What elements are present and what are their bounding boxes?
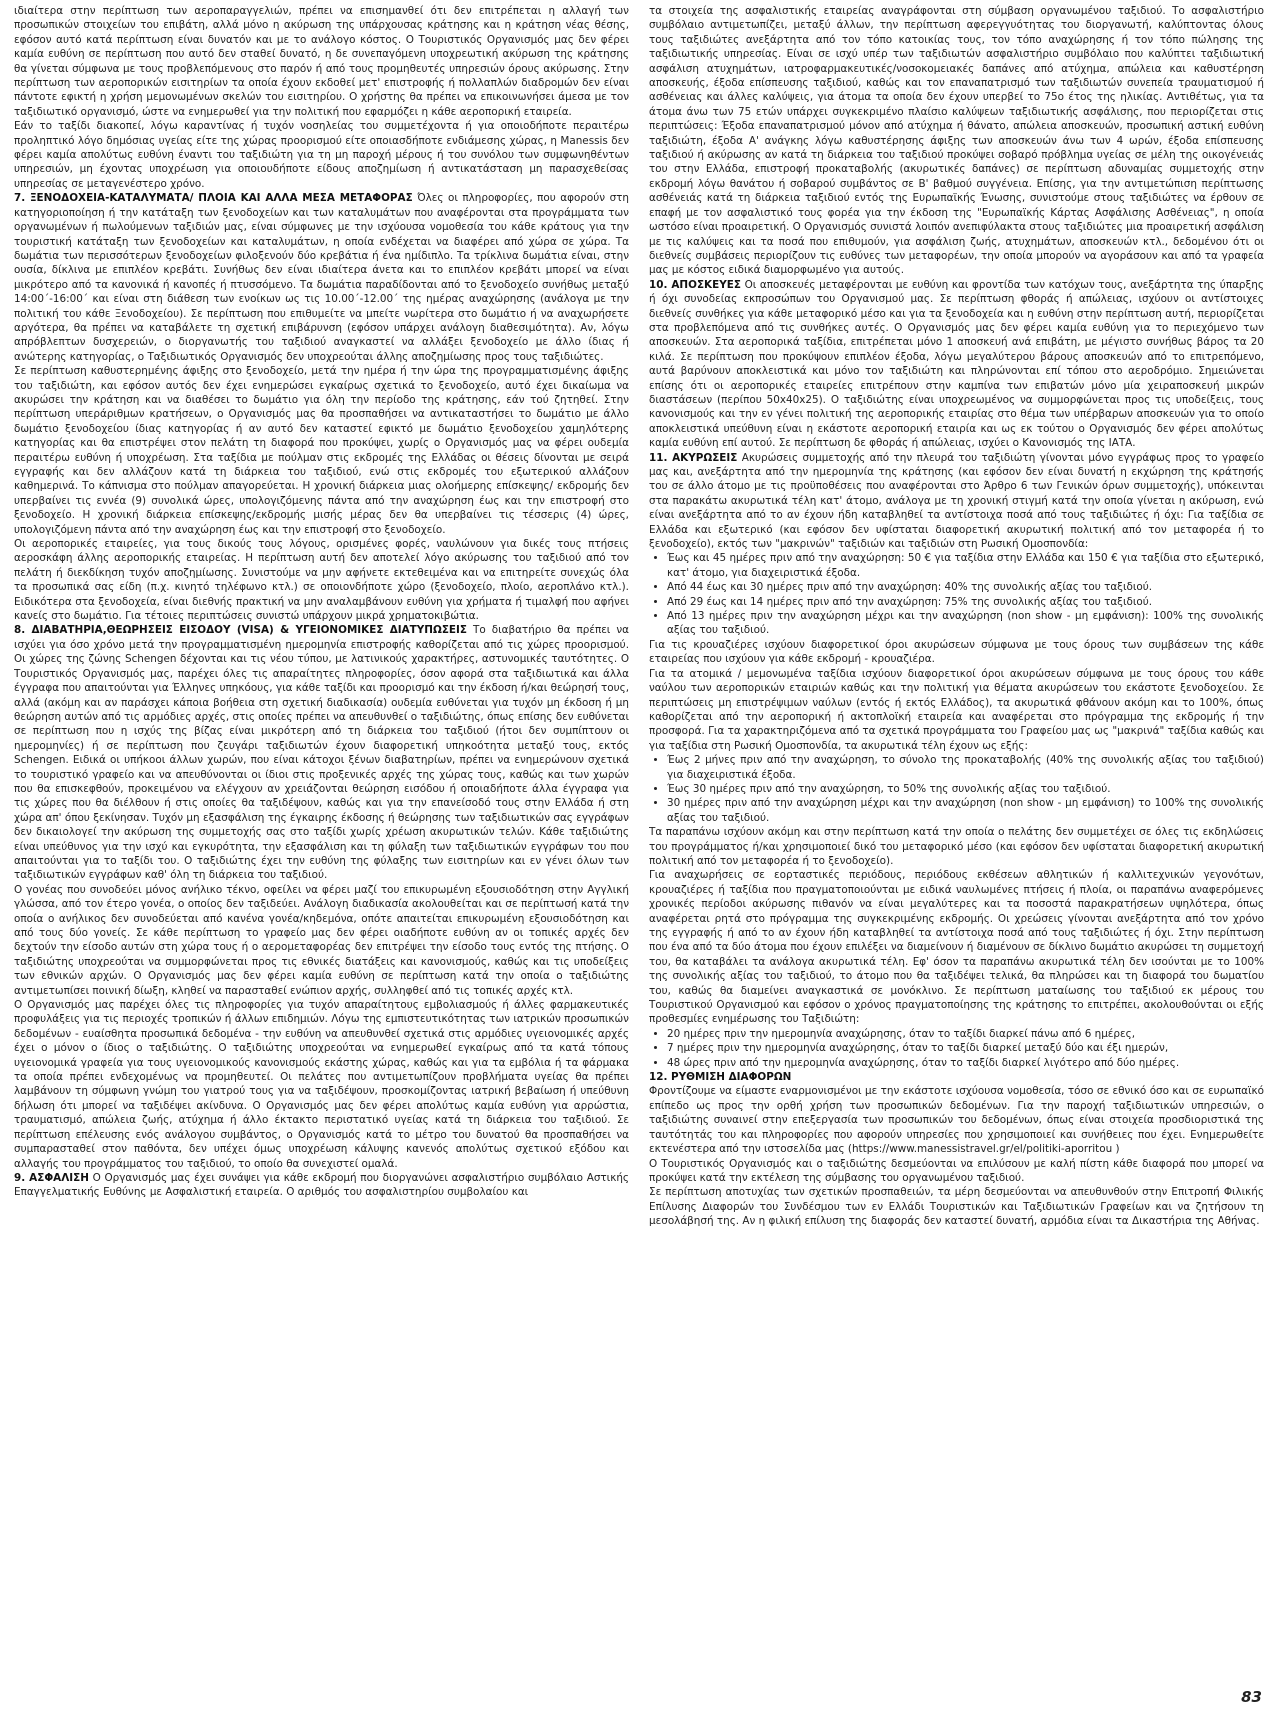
section-heading: 12. ΡΥΘΜΙΣΗ ΔΙΑΦΟΡΩΝ bbox=[649, 1071, 792, 1084]
paragraph-text: Για τις κρουαζιέρες ισχύουν διαφορετικοί όροι ακυρώσεων σύμφωνα με τους όρους των συμβάσεων της κάθε εταιρείας που ισχύουν για κάθε εκδρομή - κρουαζιέρα. bbox=[649, 638, 1264, 666]
section-paragraph bbox=[649, 1070, 1264, 1084]
list-item: • 7 ημέρες πριν την ημερομηνία αναχώρησης, όταν το ταξίδι διαρκεί μεταξύ δύο και έξι ημερών, bbox=[667, 1041, 1264, 1055]
paragraph bbox=[14, 364, 629, 537]
section-heading: 11. ΑΚΥΡΩΣΕΙΣ bbox=[649, 451, 738, 464]
paragraph-text: Σε περίπτωση καθυστερημένης άφιξης στο ξενοδοχείο, μετά την ημέρα ή την ώρα της προγραμματισμένης άφιξης του ταξιδιώτη, και εφόσον αυτός δεν έχει ενημερώσει εγκαίρως σχετικά το ξενοδοχείο, αυτό έχει δικαίωμα να ακυρώσει την κράτηση και να διαθέσει το δωμάτιο για όλη την περίοδο της κράτησης, εάν τού ζητηθεί. Στην περίπτωση υπεράριθμων κρατήσεων, ο Οργανισμός μας θα προσπαθήσει να αντικαταστήσει το δωμάτιο με άλλο δωμάτιο ξενοδοχείου ίδιας κατηγορίας ή αν αυτό δεν καταστεί εφικτό με δωμάτιο ξενοδοχείου χαμηλότερης κατηγορίας και θα επιστρέψει στον πελάτη τη διαφορά που προκύψει, χωρίς ο Οργανισμός μας να φέρει ουδεμία περαιτέρω ευθύνη ή υποχρέωση. Στα ταξίδια με πούλμαν στις εκδρομές της Ελλάδας οι θέσεις δίνονται με σειρά εγγραφής και δεν αλλάζουν κατά τη διάρκεια του ταξιδιού, ενώ στις εκδρομές του εξωτερικού αλλάζουν καθημερινά. Το κάπνισμα στο πούλμαν απαγορεύεται. Η χρονική διάρκεια μιας ολοήμερης επίσκεψης/ εκδρομής δεν υπερβαίνει τις εννέα (9) συνολικά ώρες, υπολογιζόμενης πάντα από την αναχώρηση έως και την επιστροφή στο ξενοδοχείο. Η χρονική διάρκεια επίσκεψης/εκδρομής μισής μέρας δεν θα υπερβαίνει τις τέσσερις (4) ώρες, υπολογιζόμενη πάντα από την αναχώρηση έως και την επιστροφή στο ξενοδοχείο. bbox=[14, 365, 629, 536]
paragraph-text: Για αναχωρήσεις σε εορταστικές περιόδους, περιόδους εκθέσεων αθλητικών ή καλλιτεχνικών γεγονότων, κρουαζιέρες ή ταξίδια που πραγματοποιούνται με ειδικά ναυλωμένες πτήσεις ή πλοία, οι παραπάνω αναφερόμενες χρονικές περίοδοι ακύρωσης πιθανόν να είναι μεγαλύτερες και τα ποσοστά παρακρατήσεων υψηλότερα, όπως αναφέρεται ρητά στο πρόγραμμα της συγκεκριμένης εκδρομής. Οι χρεώσεις γίνονται ανεξάρτητα από τον χρόνο της εγγραφής ή από το αν έχουν ήδη καταβληθεί τα αντίστοιχα ποσά από τους ταξιδιώτες ή όχι. Στην περίπτωση που ένα από τα δύο άτομα που έχουν επιλέξει να διαμείνουν ή διαμένουν σε δίκλινο δωμάτιο ακυρώσει τη συμμετοχή του, θα καταβάλει τα ανάλογα ακυρωτικά τέλη. Εφ' όσον τα παραπάνω ακυρωτικά τέλη δεν ισούνται με το 100% της συνολικής αξίας του ταξιδιού, το άτομο που θα ταξιδέψει τελικά, θα πληρώσει και τη διαφορά του δωματίου του, καθώς θα διαμείνει αναγκαστικά σε μονόκλινο. Σε περίπτωση ματαίωσης του ταξιδιού εκ μέρους του Τουριστικού Οργανισμού και εφόσον ο χρόνος πραγματοποίησης της κράτησης το επιτρέπει, ακολουθούνται οι εξής προθεσμίες ενημέρωσης του Ταξιδιώτη: bbox=[649, 869, 1264, 1026]
list-item: • Από 13 ημέρες πριν την αναχώρηση μέχρι και την αναχώρηση (non show - μη εμφάνιση): 100% της συνολικής αξίας του ταξιδιού. bbox=[667, 609, 1264, 638]
paragraph-text: Ο Οργανισμός μας έχει συνάψει για κάθε εκδρομή που διοργανώνει ασφαλιστήριο συμβόλαιο Αστικής Επαγγελματικής Ευθύνης με Ασφαλιστική εταιρεία. Ο αριθμός του ασφαλιστηρίου συμβολαίου και bbox=[14, 1171, 629, 1199]
bullet-list bbox=[649, 753, 1264, 825]
section-paragraph bbox=[14, 191, 629, 364]
list-item: • 48 ώρες πριν από την ημερομηνία αναχώρησης, όταν το ταξίδι διαρκεί λιγότερο από δύο ημέρες. bbox=[667, 1056, 1264, 1070]
section-paragraph bbox=[14, 623, 629, 882]
paragraph-text: τα στοιχεία της ασφαλιστικής εταιρείας αναγράφονται στη σύμβαση οργανωμένου ταξιδιού. Το ασφαλιστήριο συμβόλαιο αντιμετωπίζει, μεταξύ άλλων, την περίπτωση αφερεγγυότητας του διοργανωτή, καλύπτοντας όλους τους ταξιδιώτες ανεξάρτητα από τον τόπο κατοικίας τους, τον τόπο αναχώρησης ή τον τόπο πώλησης της ταξιδιωτικής υπηρεσίας. Είναι σε ισχύ υπέρ των ταξιδιωτών ασφαλιστήριο συμβόλαιο που καλύπτει ταξιδιωτική ασφάλιση ατυχημάτων, ιατροφαρμακευτικές/νοσοκομειακές δαπάνες από ατύχημα, απώλεια και καθυστέρηση αποσκευής, έξοδα επίσπευσης ταξιδιού, καθώς και τον επαναπατρισμό των ταξιδιωτών συνεπεία τραυματισμού ή ασθένειας και άλλες καλύψεις, για άτομα τα οποία δεν έχουν υπερβεί το 75ο έτος της ηλικίας. Αντιθέτως, για τα άτομα άνω των 75 ετών υπάρχει συγκεκριμένο πλαίσιο καλύψεων ταξιδιωτικής ασφάλισης, που περιορίζεται στις περιπτώσεις: Έξοδα επαναπατρισμού μόνον από ατύχημα ή θάνατο, απώλεια αποσκευών, προσωπική αστική ευθύνη ταξιδιώτη, έξοδα Α' ανάγκης λόγω καθυστέρησης άφιξης των αποσκευών άνω των 4 ωρών, έξοδα επίσπευσης ταξιδιού ή ακύρωσης αν κατά τη διάρκεια του ταξιδιού προκύψει σοβαρό πρόβλημα υγείας σε μέλη της οικογένειάς του στην Ελλάδα, επιστροφή προκαταβολής (ακυρωτικές δαπάνες) σε περίπτωση αδυναμίας συμμετοχής στην εκδρομή λόγω θανάτου ή σοβαρού συμβάντος σε Β' βαθμού συγγένεια. Επίσης, για την αντιμετώπιση περίπτωσης ασθένειάς κατά τη διάρκεια ταξιδιού εντός της Ευρωπαϊκής Ένωσης, συνιστούμε στους ταξιδιώτες να έρθουν σε επαφή με τον ασφαλιστικό τους φορέα για την έκδοση της "Ευρωπαϊκής Κάρτας Ασφάλισης Ασθένειας", η οποία ωστόσο είναι προαιρετική. Ο Οργανισμός συνιστά λοιπόν ανεπιφύλακτα στους ταξιδιώτες μια προαιρετική ασφάλιση με τις καλύψεις και τα ποσά που επιθυμούν, για ασφάλιση ζωής, ατυχημάτων, αποσκευών κτλ., δεδομένου ότι οι διεθνείς συμβάσεις περιορίζουν τις ευθύνες των μεταφορέων, την οποία μπορούν να αγοράσουν και από τα γραφεία μας με κόστος ειδικά διαμορφωμένο για αυτούς. bbox=[649, 5, 1264, 277]
page-number: 83 bbox=[1241, 1688, 1262, 1706]
text-columns bbox=[14, 4, 1264, 1688]
list-item: • 30 ημέρες πριν από την αναχώρηση μέχρι και την αναχώρηση (non show - μη εμφάνιση) το 100% της συνολικής αξίας του ταξιδιού. bbox=[667, 796, 1264, 825]
section-heading: 9. ΑΣΦΑΛΙΣΗ bbox=[14, 1171, 89, 1184]
section-heading: 7. ΞΕΝΟΔΟΧΕΙΑ-ΚΑΤΑΛΥΜΑΤΑ/ ΠΛΟΙΑ ΚΑΙ ΑΛΛΑ ΜΕΣΑ ΜΕΤΑΦΟΡΑΣ bbox=[14, 192, 413, 205]
list-item: • Από 44 έως και 30 ημέρες πριν από την αναχώρηση: 40% της συνολικής αξίας του ταξιδιού. bbox=[667, 580, 1264, 594]
paragraph bbox=[649, 825, 1264, 868]
paragraph-text: Σε περίπτωση αποτυχίας των σχετικών προσπαθειών, τα μέρη δεσμεύονται να απευθυνθούν στην Επιτροπή Φιλικής Επίλυσης Διαφορών του Συνδέσμου των εν Ελλάδι Τουριστικών και Ταξιδιωτικών Γραφείων και να ζητήσουν τη μεσολάβησή της. Αν η φιλική επίλυση της διαφοράς δεν καταστεί δυνατή, αρμόδια είναι τα Δικαστήρια της Αθήνας. bbox=[649, 1186, 1264, 1228]
paragraph bbox=[14, 998, 629, 1171]
list-item: • Έως 30 ημέρες πριν από την αναχώρηση, το 50% της συνολικής αξίας του ταξιδιού. bbox=[667, 782, 1264, 796]
section-paragraph bbox=[14, 1171, 629, 1200]
bullet-list bbox=[649, 1027, 1264, 1070]
paragraph-text: Το διαβατήριο θα πρέπει να ισχύει για όσο χρόνο μετά την προγραμματισμένη ημερομηνία επιστροφής καθορίζεται από τις χώρες προορισμού. Οι χώρες της ζώνης Schengen δέχονται και τις νέου τύπου, με λατινικούς χαρακτήρες, αστυνομικές ταυτότητες. Ο Τουριστικός Οργανισμός μας, παρέχει όλες τις απαραίτητες πληροφορίες, όσον αφορά στα ταξιδιωτικά και άλλα έγγραφα που απαιτούνται για Έλληνες υπηκόους, για κάθε ταξίδι και προορισμό και την έκδοση ή/και θεώρησή τους, αλλά (ακόμη και αν παράσχει κάποια βοήθεια στη σχετική διαδικασία) ουδεμία ευθύνεται για τυχόν μη έκδοση ή μη θεώρηση αυτών από τις αρμόδιες αρχές, στις οποίες πρέπει να απευθυνθεί ο ταξιδιώτης, όπως επίσης δεν ευθύνεται σε περίπτωση που η ισχύς της βίζας είναι μικρότερη από τη διάρκεια του ταξιδιού (ήτοι δεν συμπίπτουν οι ημερομηνίες) ή σε περίπτωση που ζευγάρι ταξιδιωτών έχουν διαφορετική υπηκοότητα μεταξύ τους, εκτός Schengen. Ειδικά οι υπήκοοι άλλων χωρών, που είναι κάτοχοι ξένων διαβατηρίων, πρέπει να ενημερώνουν σχετικά το τουριστικό γραφείο και να απευθύνονται οι ίδιοι στις προξενικές αρχές της χώρας τους, καθώς και των χωρών που θα επισκεφθούν, προκειμένου να ελέγχουν αν χρειάζονται θεώρηση εισόδου ή οποιαδήποτε άλλα έγγραφα για τις χώρες που θα διέλθουν ή στις οποίες θα ταξιδέψουν, καθώς και για την επανείσοδό τους στην Ελλάδα ή στη χώρα απ' όπου ξεκίνησαν. Τυχόν μη εξασφάλιση της έγκαιρης έκδοσης ή θεώρησης των ταξιδιωτικών σας εγγράφων δεν δικαιολογεί την ακύρωση της συμμετοχής σας στο ταξίδι χωρίς χρέωση ακυρωτικών τελών. Κάθε ταξιδιώτης είναι υπεύθυνος για την ισχύ και εγκυρότητα, την εξασφάλιση και τη φύλαξη των ταξιδιωτικών εγγράφων του που απαιτούνται για το ταξίδι του. Ο ταξιδιώτης έχει την ευθύνη της φύλαξης των εισιτηρίων και εν γένει όλων των ταξιδιωτικών εγγράφων καθ' όλη τη διάρκεια του ταξιδιού. bbox=[14, 624, 629, 882]
section-paragraph bbox=[649, 451, 1264, 552]
paragraph bbox=[649, 1084, 1264, 1156]
section-heading: 10. ΑΠΟΣΚΕΥΕΣ bbox=[649, 278, 741, 291]
paragraph bbox=[14, 537, 629, 623]
paragraph bbox=[649, 667, 1264, 753]
right-column bbox=[649, 4, 1264, 1688]
paragraph bbox=[14, 883, 629, 998]
paragraph bbox=[649, 868, 1264, 1026]
paragraph-text: Τα παραπάνω ισχύουν ακόμη και στην περίπτωση κατά την οποία ο πελάτης δεν συμμετέχει σε όλες τις εκδηλώσεις του προγράμματος ή/και χρησιμοποιεί δικό του μεταφορικό μέσο (και εφόσον δεν υφίσταται διαφορετική ακυρωτική πολιτική από τον μεταφορέα ή το ξενοδοχείο). bbox=[649, 826, 1264, 867]
list-item: • Από 29 έως και 14 ημέρες πριν από την αναχώρηση: 75% της συνολικής αξίας του ταξιδιού. bbox=[667, 595, 1264, 609]
paragraph bbox=[649, 1185, 1264, 1228]
paragraph-text: Εάν το ταξίδι διακοπεί, λόγω καραντίνας ή τυχόν νοσηλείας του συμμετέχοντα ή για οποιοδήποτε περαιτέρω προληπτικό λόγο δημόσιας υγείας είτε της χώρας προορισμού είτε οποιασδήποτε ενδιάμεσης χώρας, η Manessis δεν φέρει καμία απολύτως ευθύνη έναντι του ταξιδιώτη για τη μη παροχή μέρους ή του συνόλου των συμφωνηθέντων υπηρεσιών, μη έχοντας υποχρέωση για οποιουδήποτε είδους αποζημίωση ή αντικατάσταση μη παρασχεθείσας υπηρεσίας σε μεταγενέστερο χρόνο. bbox=[14, 120, 629, 190]
section-paragraph bbox=[649, 278, 1264, 451]
list-item: • 20 ημέρες πριν την ημερομηνία αναχώρησης, όταν το ταξίδι διαρκεί πάνω από 6 ημέρες, bbox=[667, 1027, 1264, 1041]
paragraph-text: ιδιαίτερα στην περίπτωση των αεροπαραγγελιών, πρέπει να επισημανθεί ότι δεν επιτρέπεται η αλλαγή των προσωπικών στοιχείων του επιβάτη, αλλά μόνο η ακύρωση της υπάρχουσας κράτησης και η κράτηση νέας θέσης, εφόσον αυτό κατά περίπτωση είναι δυνατόν και με το ανάλογο κόστος. Ο Τουριστικός Οργανισμός μας δεν φέρει καμία ευθύνη σε περίπτωση που αυτό δεν σταθεί δυνατό, η δε συνεπαγόμενη υποχρεωτική ακύρωση της κράτησης θα γίνεται σύμφωνα με τους προβλεπόμενους στο παρόν ή από τους προμηθευτές υπηρεσιών όρους ακύρωσης. Στην περίπτωση των αεροπορικών εισιτηρίων τα οποία έχουν εκδοθεί μετ' επιστροφής ή πολλαπλών διαδρομών δεν είναι πάντοτε εφικτή η χρήση μεμονωμένων σκελών του εισιτηρίου. Ο χρήστης θα πρέπει να επικοινωνήσει άμεσα με τον ταξιδιωτικό οργανισμό, ώστε να ενημερωθεί για την πολιτική που εφαρμόζει η κάθε αεροπορική εταιρεία. bbox=[14, 5, 629, 118]
left-column bbox=[14, 4, 629, 1688]
list-item: • Έως και 45 ημέρες πριν από την αναχώρηση: 50 € για ταξίδια στην Ελλάδα και 150 € για ταξίδια στο εξωτερικό, κατ' άτομο, για διαχειριστικά έξοδα. bbox=[667, 551, 1264, 580]
paragraph bbox=[14, 4, 629, 119]
paragraph-text: Για τα ατομικά / μεμονωμένα ταξίδια ισχύουν διαφορετικοί όροι ακυρώσεων σύμφωνα με τους όρους του κάθε ναύλου των αεροπορικών εταιριών καθώς και την πολιτική για θέματα ακυρώσεων του εκάστοτε ξενοδοχείου. Σε περιπτώσεις μη επιστρέψιμων ναύλων (εντός ή εκτός Ελλάδος), τα ακυρωτικά φθάνουν ακόμη και το 100%, όπως καθορίζεται από την αεροπορική ή ακτοπλοϊκή εταιρεία και αναφέρεται στο πρόγραμμα της εκδρομής ή την προσφορά. Για τα χαρακτηριζόμενα από τα σχετικά προγράμματα του Γραφείου μας ως "μακρινά" ταξίδια καθώς και για ταξίδια στη Ρωσική Ομοσπονδία, τα ακυρωτικά τέλη έχουν ως εξής: bbox=[649, 667, 1264, 752]
paragraph-text: Ο Τουριστικός Οργανισμός και ο ταξιδιώτης δεσμεύονται να επιλύσουν με καλή πίστη κάθε διαφορά που μπορεί να προκύψει κατά την εκτέλεση της σύμβασης του οργανωμένου ταξιδιού. bbox=[649, 1157, 1264, 1184]
paragraph bbox=[649, 1157, 1264, 1186]
paragraph-text: Ακυρώσεις συμμετοχής από την πλευρά του ταξιδιώτη γίνονται μόνο εγγράφως προς το γραφείο μας και, ανεξάρτητα από την ημερομηνία της κράτησης (και εφόσον δεν είναι δυνατή η εκχώρηση της κράτησής του σε άλλο άτομο με τις προϋποθέσεις που αναφέρονται στο Άρθρο 6 των Γενικών όρων συμμετοχής), υπόκεινται στα παρακάτω ακυρωτικά τέλη κατ' άτομο, ανάλογα με τη χρονική στιγμή κατά την οποία γίνεται η ακύρωση, ενώ είναι ανεξάρτητα από το αν έχουν ήδη καταβληθεί τα αντίστοιχα ποσά από τους ταξιδιώτες ή όχι: Για ταξίδια σε Ελλάδα και εξωτερικό (και εφόσον δεν υφίσταται διαφορετική ακυρωτική πολιτική από τον μεταφορέα ή το ξενοδοχείο), εκτός των "μακρινών" ταξιδιών και ταξιδιών στη Ρωσική Ομοσπονδία: bbox=[649, 451, 1264, 551]
paragraph bbox=[649, 4, 1264, 278]
paragraph-text: Φροντίζουμε να είμαστε εναρμονισμένοι με την εκάστοτε ισχύουσα νομοθεσία, τόσο σε εθνικό όσο και σε ευρωπαϊκό επίπεδο ως προς την ορθή χρήση των προσωπικών δεδομένων. Για την παροχή ταξιδιωτικών υπηρεσιών, ο ταξιδιώτης συναινεί στην επεξεργασία των προσωπικών του δεδομένων, όπως είναι στοιχεία προσδιοριστικά της ταυτότητάς του και πληροφορίες που αφορούν υπηρεσίες που χρησιμοποιεί και συνήθειες που έχει. Ενημερωθείτε εκτενέστερα από την ιστοσελίδα μας (https://www.manessistravel.gr/el/politiki-aporritou ) bbox=[649, 1085, 1264, 1156]
paragraph-text: Όλες οι πληροφορίες, που αφορούν στη κατηγοριοποίηση ή την κατάταξη των ξενοδοχείων και των καταλυμάτων που αναφέρονται στα προγράμματα των οργανωμένων ή πωλούμενων ταξιδιών μας, είναι σύμφωνες με την ισχύουσα νομοθεσία του κάθε κράτους για την τουριστική κατάταξη των ξενοδοχείων και καταλυμάτων, η οποία ενδέχεται να διαφέρει από χώρα σε χώρα. Τα δωμάτια των περισσότερων ξενοδοχείων φιλοξενούν δύο κρεβάτια ή ένα ημίδιπλο. Τα τρίκλινα δωμάτια είναι, στην ουσία, δίκλινα με επιπλέον κρεβάτι. Συνήθως δεν είναι ιδιαίτερα άνετα και το επιπλέον κρεβάτι μπορεί να είναι μικρότερο από τα κανονικά ή κανοπές ή πτυσσόμενο. Τα δωμάτια παραδίδονται από το ξενοδοχείο συνήθως μεταξύ 14:00΄-16:00΄ και είναι στη διάθεση των ενοίκων ως τις 10.00΄-12.00΄ της ημέρας αναχώρησης (ανάλογα με την πολιτική του κάθε Ξενοδοχείου). Σε περίπτωση που επιθυμείτε να μπείτε νωρίτερα στο δωμάτιο ή να αναχωρήσετε αργότερα, θα πρέπει να καταβάλετε τη σχετική επιβάρυνση (εφόσον υπάρχει ανάλογη διαθεσιμότητα). Αν, λόγω απρόβλεπτων δυσχερειών, ο διοργανωτής του ταξιδιού αναγκαστεί να αλλάξει ξενοδοχείο με άλλο ίδιας ή ανώτερης κατηγορίας, ο Ταξιδιωτικός Οργανισμός δεν υποχρεούται άλλης αποζημίωσης προς τους ταξιδιώτες. bbox=[14, 192, 629, 363]
bullet-list bbox=[649, 551, 1264, 637]
list-item: • Έως 2 μήνες πριν από την αναχώρηση, το σύνολο της προκαταβολής (40% της συνολικής αξίας του ταξιδιού) για διαχειριστικά έξοδα. bbox=[667, 753, 1264, 782]
paragraph-text: Οι αεροπορικές εταιρείες, για τους δικούς τους λόγους, ορισμένες φορές, ναυλώνουν για δικές τους πτήσεις αεροσκάφη άλλης αεροπορικής εταιρείας. Η περίπτωση αυτή δεν αποτελεί λόγο ακύρωσης του ταξιδιού από τον πελάτη ή διεκδίκηση τυχόν αποζημίωσης. Συνιστούμε να μην αφήνετε εκτεθειμένα και να επιτηρείτε συνεχώς όλα τα προσωπικά σας είδη (π.χ. κινητό τηλέφωνο κτλ.) σε οποιονδήποτε χώρο (ξενοδοχείο, πλοίο, αεροπλάνο κτλ.). Ειδικότερα στα ξενοδοχεία, είναι διεθνής πρακτική να μην αναλαμβάνουν ευθύνη για χρήματα ή τιμαλφή που αφήνει κανείς στο δωμάτιο. Για τέτοιες περιπτώσεις συνιστώ υπάρχουν μικρά χρηματοκιβώτια. bbox=[14, 538, 629, 623]
section-heading: 8. ΔΙΑΒΑΤΗΡΙΑ,ΘΕΩΡΗΣΕΙΣ ΕΙΣΟΔΟΥ (VISA) & ΥΓΕΙΟΝΟΜΙΚΕΣ ΔΙΑΤΥΠΩΣΕΙΣ bbox=[14, 624, 467, 637]
paragraph-text: Ο Οργανισμός μας παρέχει όλες τις πληροφορίες για τυχόν απαραίτητους εμβολιασμούς ή άλλες φαρμακευτικές προφυλάξεις για τις περιοχές τροπικών ή άλλων επιδημιών. Λόγω της εμπιστευτικότητας των ιατρικών προσωπικών δεδομένων - ευαίσθητα προσωπικά δεδομένα - την ευθύνη να απευθυνθεί σχετικά στις αρμόδιες υγειονομικές αρχές έχει ο μόνον ο ίδιος ο ταξιδιώτης. Ο ταξιδιώτης υποχρεούται να ενημερωθεί εγκαίρως από τα κατά τόπους υγειονομικά γραφεία για τους υγειονομικούς κανονισμούς εκάστης χώρας, καθώς και για τα εμβόλια ή τα φάρμακα τα οποία πρέπει ενδεχομένως να προμηθευτεί. Οι πελάτες που αντιμετωπίζουν προβλήματα υγείας θα πρέπει λαμβάνουν τη σύμφωνη γνώμη του γιατρού τους για να ταξιδέψουν, προσκομίζοντας ιατρική βεβαίωση ή υπεύθυνη δήλωση ότι μπορεί να ταξιδέψει ακίνδυνα. Ο Οργανισμός μας δεν φέρει απολύτως καμία ευθύνη για αρρώστια, τραυματισμό, απώλεια ζωής, ατύχημα ή άλλο έκτακτο περιστατικό υγείας κατά τη διάρκεια του ταξιδιού. Σε περίπτωση επέλευσης ενός ανάλογου συμβάντος, ο Οργανισμός κατά το μέτρο του δυνατού θα προσπαθήσει να συμπαρασταθεί στον παθόντα, δεν υπέχει όμως υποχρέωση κάλυψης κανενός απολύτως σχετικού εξόδου και αλλαγής του προγράμματος του ταξιδιού, το οποίο θα συνεχιστεί ομαλά. bbox=[14, 999, 629, 1170]
paragraph bbox=[14, 119, 629, 191]
paragraph-text: Οι αποσκευές μεταφέρονται με ευθύνη και φροντίδα των κατόχων τους, ανεξάρτητα της ύπαρξης ή όχι συνοδείας εκπροσώπων του Οργανισμού μας. Σε περίπτωση φθοράς ή απώλειας, ισχύουν οι αντίστοιχες διεθνείς συνθήκες για κάθε μεταφορικό μέσο και για τα ξενοδοχεία και η ευθύνη στην περίπτωση αυτή, περιορίζεται στα προβλεπόμενα από τις συνθήκες αυτές. Ο Οργανισμός μας δεν φέρει καμία ευθύνη για το περιεχόμενο των αποσκευών. Στα αεροπορικά ταξίδια, επιτρέπεται μόνο 1 αποσκευή ανά επιβάτη, με μέγιστο συνήθως βάρος τα 20 κιλά. Σε περίπτωση που προκύψουν επιπλέον έξοδα, λόγω μεγαλύτερου βάρους αποσκευών από το επιτρεπόμενο, αυτά βαρύνουν αποκλειστικά και μόνο τον ταξιδιώτη και πληρώνονται επί τόπου στο αεροδρόμιο. Σημειώνεται επίσης ότι οι αεροπορικές εταιρείες επιτρέπουν στην καμπίνα των επιβατών μόνο μία χειραποσκευή μικρών διαστάσεων (περίπου 50x40x25). Ο ταξιδιώτης είναι υποχρεωμένος να συμμορφώνεται προς τις υποδείξεις, τους κανονισμούς και την εν γένει πολιτική της αεροπορικής εταιρίας στο θέμα των υπέρβαρων αποσκευών για το οποίο αποκλειστικά υπεύθυνη είναι η εκάστοτε αεροπορική εταιρία και ως εκ τούτου ο Οργανισμός δεν φέρει απολύτως καμία ευθύνη επί αυτού. Σε περίπτωση δε φθοράς ή απώλειας, ισχύει ο Κανονισμός της ΙΑΤΑ. bbox=[649, 278, 1264, 450]
paragraph-text: Ο γονέας που συνοδεύει μόνος ανήλικο τέκνο, οφείλει να φέρει μαζί του επικυρωμένη εξουσιοδότηση στην Αγγλική γλώσσα, από τον έτερο γονέα, ο οποίος δεν ταξιδεύει. Ανάλογη διαδικασία ακολουθείται και σε περίπτωσή κατά την οποία ο ανήλικος δεν συνοδεύεται από κανένα γονέα/κηδεμόνα, οπότε απαιτείται επικυρωμένη εξουσιοδότηση και από τους δύο γονείς. Σε κάθε περίπτωση το γραφείο μας δεν φέρει οιαδήποτε ευθύνη αν οι τοπικές αρχές δεν δεχτούν την είσοδο αυτών στη χώρα τους ή ο αερομεταφορέας δεν επιτρέψει την είσοδο τους εντός της πτήσης. Ο ταξιδιώτης υποχρεούται να συμμορφώνεται προς τις εθνικές διατάξεις και κανονισμούς, καθώς και τις υποδείξεις των εθνικών αρχών. Ο Οργανισμός μας δεν φέρει καμία ευθύνη σε περίπτωση κατά την οποία ο ταξιδιώτης αντιμετωπίσει ποινική δίωξη, κληθεί να παρασταθεί ενώπιον αρχής, συλληφθεί από τις τοπικές αρχές κτλ. bbox=[14, 883, 629, 997]
paragraph bbox=[649, 638, 1264, 667]
